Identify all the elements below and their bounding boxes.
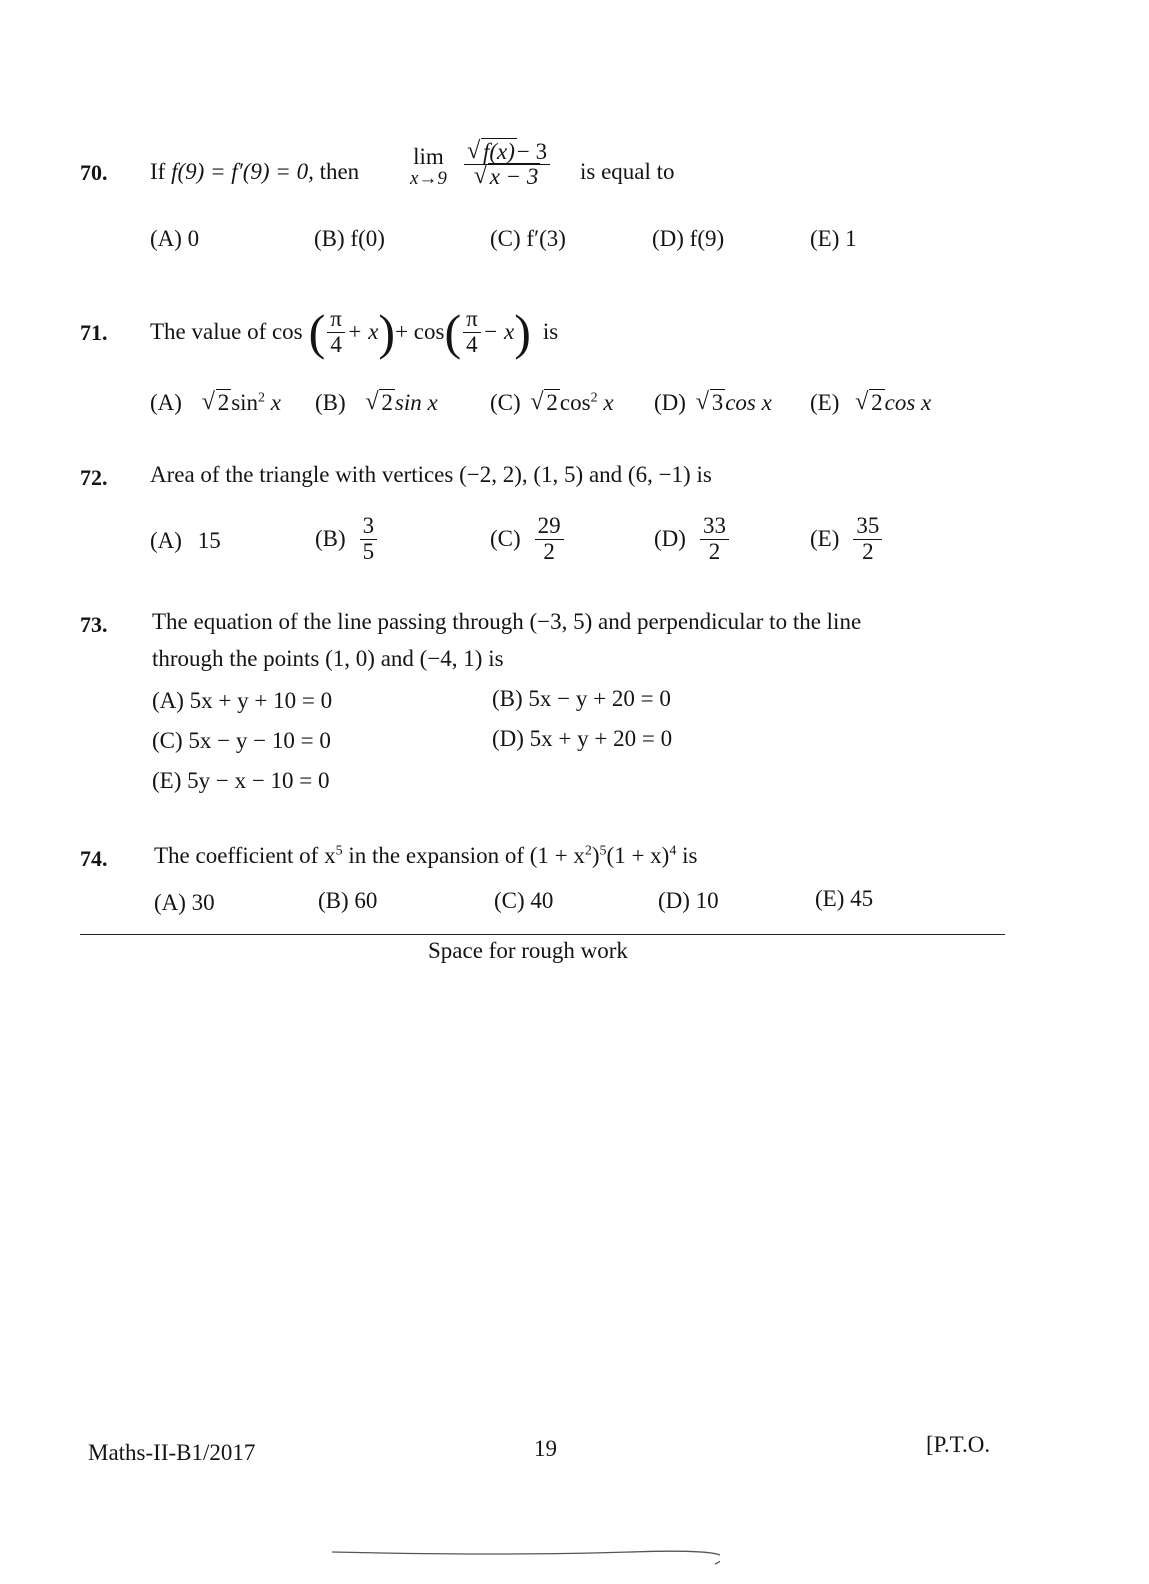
q74-sup-4: 4: [669, 843, 677, 859]
q71-a-label: (A): [150, 390, 182, 415]
q71-plus-x: + x: [346, 319, 379, 344]
q74-option-a: (A) 30: [154, 890, 215, 915]
q71-four-1: 4: [330, 331, 342, 357]
q71-a-radicand: 2: [217, 390, 230, 415]
q71-c-rest: cos: [559, 390, 591, 415]
q70-prefix: If: [150, 159, 166, 184]
q71-c-x: x: [603, 390, 614, 415]
q74-sup-5: 5: [335, 843, 343, 859]
q70-lim-word: lim: [413, 144, 444, 169]
q70-option-e: (E) 1: [810, 226, 857, 251]
q71-e-radicand: 2: [871, 390, 883, 415]
q72-b-den: 5: [362, 538, 375, 564]
q71-d-rest: cos x: [725, 390, 772, 415]
q71-c-sup: 2: [590, 390, 598, 406]
question-number-71: 71.: [80, 320, 108, 345]
q70-suffix: is equal to: [580, 159, 675, 184]
q71-c-radicand: 2: [546, 390, 558, 415]
q71-b-label: (B): [315, 390, 346, 415]
question-number-70: 70.: [80, 160, 108, 185]
q72-e-label: (E): [810, 526, 840, 551]
q74-sup-2: 2: [584, 843, 592, 859]
q71-a-sup: 2: [258, 390, 266, 406]
q71-option-e: [810, 390, 931, 416]
q71-four-2: 4: [466, 331, 478, 357]
q73-option-c: (C) 5x − y − 10 = 0: [152, 728, 331, 753]
q72-a-value: 15: [197, 528, 221, 553]
q72-b-label: (B): [315, 526, 346, 551]
rough-work-label: Space for rough work: [428, 938, 628, 963]
q74-prefix: The coefficient of x: [154, 843, 336, 868]
q71-stem: The value of cos ( $\frac{\pi}{4}$ + x ) + cos ( $\frac{\pi}{4}$ − x ) is: [150, 304, 559, 360]
q71-minus-x: − x: [482, 319, 515, 344]
q74-option-e: (E) 45: [815, 886, 874, 911]
q71-pi-1: π: [327, 307, 345, 332]
q74-suffix: is: [682, 843, 698, 868]
question-number-74: 74.: [80, 846, 108, 871]
q74-stem: [154, 843, 697, 869]
q71-option-d: [654, 390, 772, 416]
q71-plus-cos: + cos: [395, 319, 445, 344]
q74-option-c: (C) 40: [494, 888, 554, 913]
q70-option-d: (D) f(9): [652, 226, 725, 251]
q71-option-a: [150, 390, 281, 416]
q72-option-e: [810, 508, 884, 570]
q72-c-den: 2: [543, 538, 555, 564]
q74-close-paren: ): [591, 843, 600, 868]
q70-limit: [410, 144, 447, 190]
q74-mid: in the expansion of (1 + x: [348, 843, 585, 868]
q72-c-num: 29: [535, 514, 564, 539]
q70-stem: [150, 159, 359, 185]
q71-pi-2: π: [463, 307, 481, 332]
question-number-73: 73.: [80, 612, 108, 637]
q74-mid2: (1 + x): [606, 843, 670, 868]
q70-then: then: [319, 159, 360, 184]
q70-fraction: [462, 140, 552, 189]
q72-option-c: [490, 508, 566, 570]
q71-e-rest: cos x: [884, 390, 932, 415]
q72-b-num: 3: [360, 514, 378, 539]
q72-e-num: 35: [853, 514, 882, 539]
q71-prefix: The value of cos: [150, 319, 303, 344]
footer-page-number: 19: [534, 1436, 557, 1461]
q71-suffix: is: [542, 319, 559, 344]
q73-stem-line2: through the points (1, 0) and (−4, 1) is: [152, 646, 504, 671]
q74-sup-5b: 5: [599, 843, 607, 859]
q71-a-rest: sin: [231, 390, 259, 415]
q72-option-b: [315, 508, 379, 570]
q71-d-radicand: 3: [711, 390, 724, 415]
q72-e-den: 2: [862, 538, 874, 564]
q70-num-rest: − 3: [516, 139, 548, 164]
q70-den-radicand: x − 3: [489, 164, 539, 190]
q72-d-den: 2: [708, 538, 721, 564]
q72-stem: Area of the triangle with vertices (−2, 2), (1, 5) and (6, −1) is: [150, 462, 712, 487]
scan-artifact-line: [330, 1540, 720, 1570]
rough-work-divider: [80, 934, 1005, 935]
q70-option-b: (B) f(0): [314, 226, 385, 251]
q71-c-label: (C): [490, 390, 521, 415]
q71-a-x: x: [270, 390, 281, 415]
q70-option-c: (C) f′(3): [490, 226, 566, 251]
q73-option-b: (B) 5x − y + 20 = 0: [492, 686, 671, 711]
footer-pto: [P.T.O.: [926, 1432, 991, 1457]
q70-lim-subscript: x→9: [410, 168, 447, 190]
q72-a-label: (A): [150, 528, 182, 553]
q72-d-num: 33: [700, 514, 729, 539]
q74-option-d: (D) 10: [658, 888, 719, 913]
q73-stem-line1: The equation of the line passing through (−3, 5) and perpendicular to the line: [152, 609, 862, 634]
q71-b-radicand: 2: [381, 390, 393, 415]
q70-option-a: (A) 0: [150, 226, 200, 251]
q70-num-radicand: f(x): [483, 139, 515, 164]
q71-option-c: [490, 390, 614, 416]
q71-e-label: (E): [810, 390, 840, 415]
question-number-72: 72.: [80, 465, 108, 490]
q71-option-b: [315, 390, 438, 416]
q71-d-label: (D): [654, 390, 686, 415]
q72-option-a: [150, 528, 221, 554]
q72-option-d: [654, 508, 731, 570]
footer-code: Maths-II-B1/2017: [88, 1440, 256, 1465]
q74-option-b: (B) 60: [318, 888, 378, 913]
q72-d-label: (D): [654, 526, 686, 551]
q72-c-label: (C): [490, 526, 521, 551]
q71-b-rest: sin x: [394, 390, 438, 415]
q73-option-d: (D) 5x + y + 20 = 0: [492, 726, 673, 751]
q73-option-a: (A) 5x + y + 10 = 0: [152, 688, 333, 713]
q73-option-e: (E) 5y − x − 10 = 0: [152, 768, 330, 793]
q70-condition: f(9) = f′(9) = 0,: [171, 159, 314, 184]
